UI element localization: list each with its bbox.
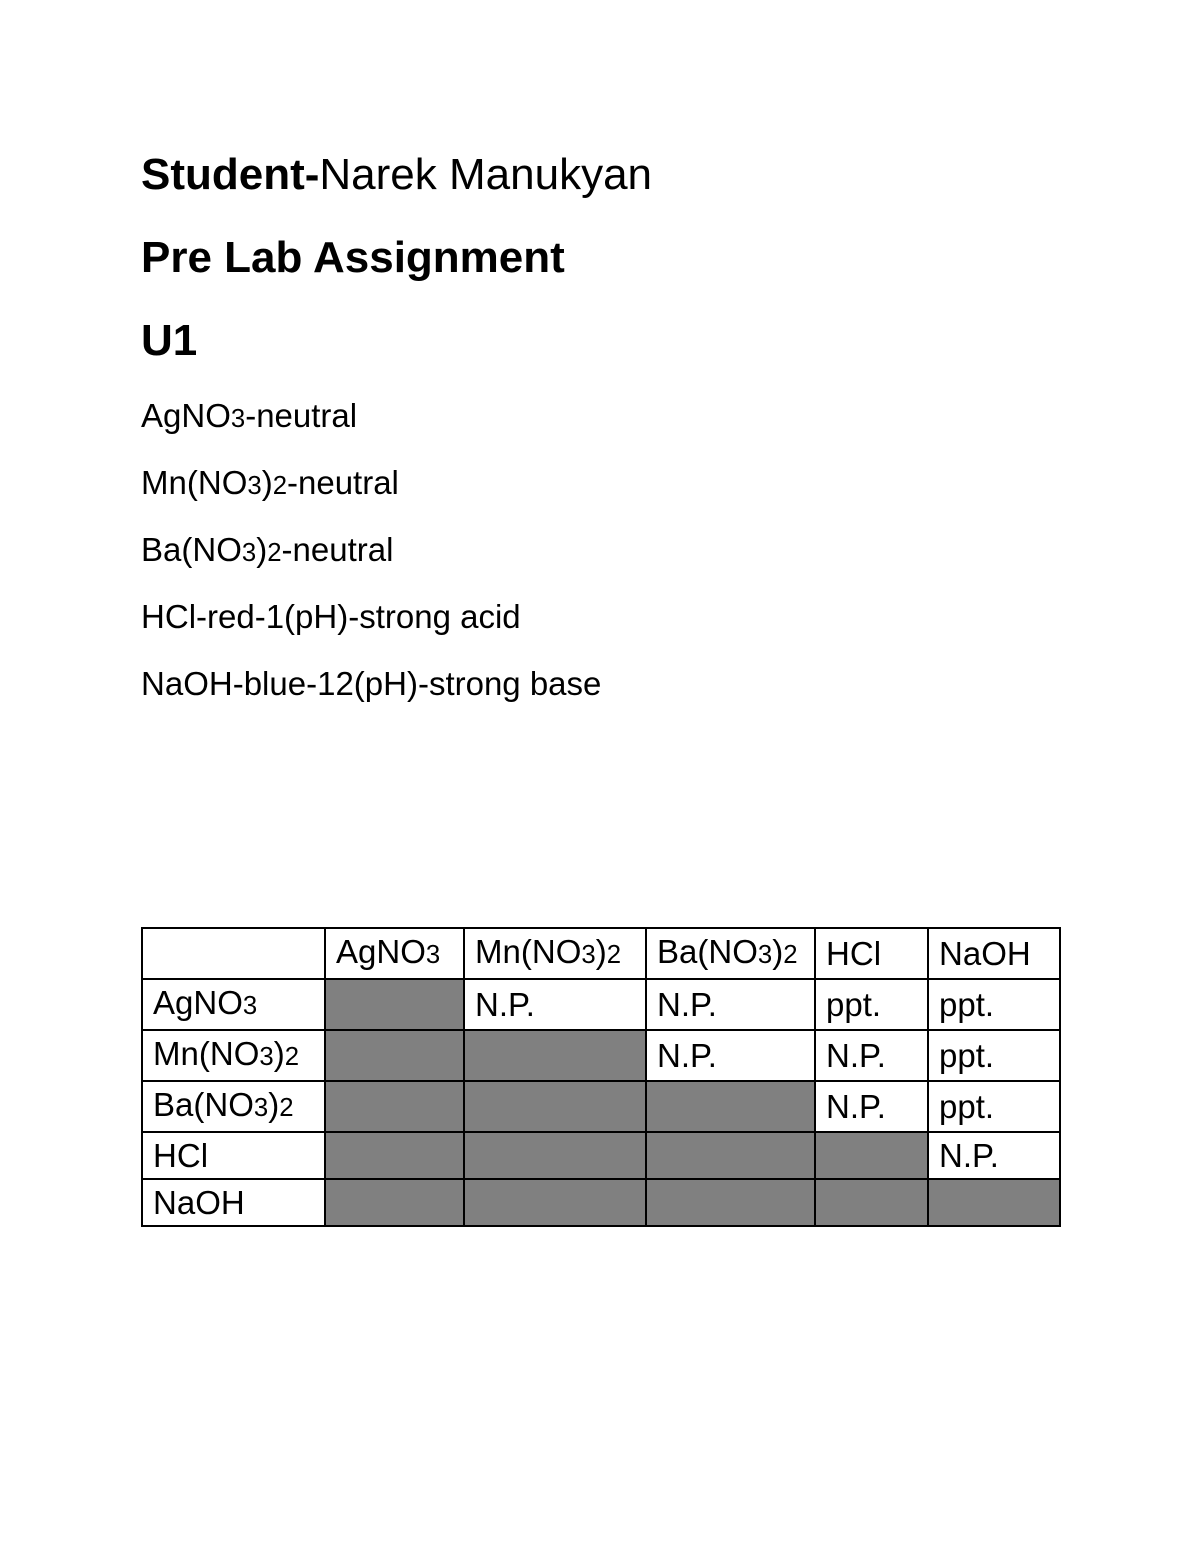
table-cell-shaded	[464, 1179, 646, 1226]
solution-item	[141, 528, 601, 572]
table-cell-shaded	[464, 1030, 646, 1081]
column-header: NaOH	[928, 928, 1060, 979]
solution-list	[141, 394, 601, 729]
table-row	[142, 1132, 1060, 1179]
table-cell: N.P.	[815, 1081, 928, 1132]
solution-compound: HCl	[141, 598, 197, 635]
table-corner-cell	[142, 928, 325, 979]
solution-compound: AgNO3	[141, 397, 246, 434]
table-row	[142, 1030, 1060, 1081]
solution-item	[141, 461, 601, 505]
student-line	[141, 148, 652, 202]
solution-item	[141, 662, 601, 706]
solution-description: -red-1(pH)-strong acid	[196, 598, 521, 635]
table-cell-shaded	[325, 979, 464, 1030]
table-cell: ppt.	[928, 1081, 1060, 1132]
row-header: HCl	[142, 1132, 325, 1179]
table-cell: N.P.	[646, 979, 815, 1030]
row-header: Mn(NO3)2	[142, 1030, 325, 1081]
solution-description: -neutral	[281, 531, 394, 568]
table-cell-shaded	[646, 1179, 815, 1226]
solution-item	[141, 394, 601, 438]
table-cell-shaded	[464, 1132, 646, 1179]
solution-item	[141, 595, 601, 639]
table-row	[142, 1179, 1060, 1226]
table-cell-shaded	[325, 1179, 464, 1226]
student-label: Student-	[141, 150, 320, 199]
table-cell-shaded	[928, 1179, 1060, 1226]
solution-compound: NaOH	[141, 665, 233, 702]
unit-code: U1	[141, 316, 198, 365]
row-header: NaOH	[142, 1179, 325, 1226]
solution-compound: Mn(NO3)2	[141, 464, 287, 501]
table-cell: ppt.	[928, 979, 1060, 1030]
table-row	[142, 1081, 1060, 1132]
mixing-table	[141, 927, 1061, 1227]
table-cell-shaded	[325, 1030, 464, 1081]
column-header: Ba(NO3)2	[646, 928, 815, 979]
row-header: Ba(NO3)2	[142, 1081, 325, 1132]
table-cell-shaded	[325, 1081, 464, 1132]
table-cell: N.P.	[815, 1030, 928, 1081]
table-cell: N.P.	[646, 1030, 815, 1081]
table-cell-shaded	[815, 1132, 928, 1179]
assignment-title: Pre Lab Assignment	[141, 233, 565, 282]
solution-description: -neutral	[245, 397, 358, 434]
table-cell-shaded	[646, 1132, 815, 1179]
solution-compound: Ba(NO3)2	[141, 531, 282, 568]
table-cell-shaded	[646, 1081, 815, 1132]
solution-description: -blue-12(pH)-strong base	[232, 665, 602, 702]
table-row	[142, 979, 1060, 1030]
table-cell: ppt.	[815, 979, 928, 1030]
solution-description: -neutral	[287, 464, 399, 501]
table-cell-shaded	[815, 1179, 928, 1226]
table-cell-shaded	[464, 1081, 646, 1132]
row-header: AgNO3	[142, 979, 325, 1030]
column-header: HCl	[815, 928, 928, 979]
student-name: Narek Manukyan	[319, 150, 653, 199]
column-header: AgNO3	[325, 928, 464, 979]
table-header-row	[142, 928, 1060, 979]
table-cell: N.P.	[928, 1132, 1060, 1179]
table-cell-shaded	[325, 1132, 464, 1179]
table-cell: ppt.	[928, 1030, 1060, 1081]
column-header: Mn(NO3)2	[464, 928, 646, 979]
table-cell: N.P.	[464, 979, 646, 1030]
